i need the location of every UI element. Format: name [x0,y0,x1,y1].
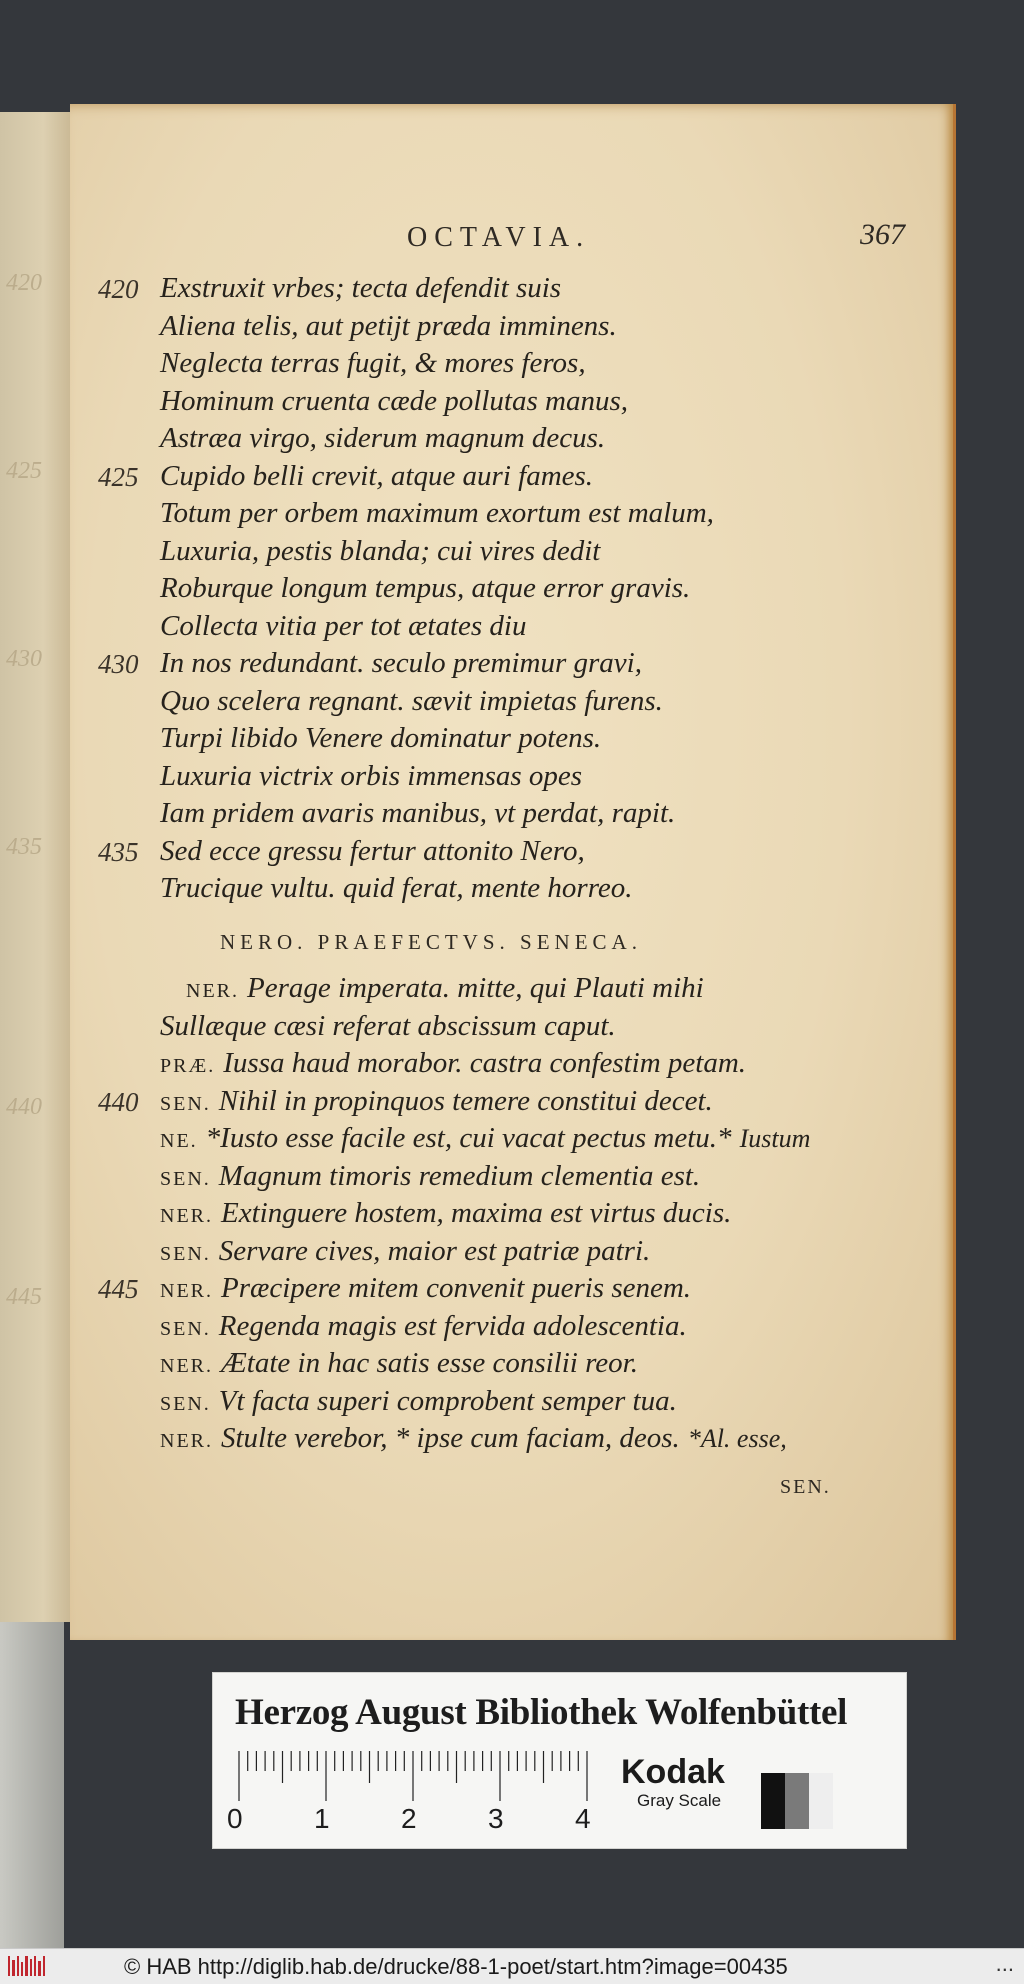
dialogue-text: Servare cives, maior est patriæ patri. [218,1234,651,1267]
verse-line: Luxuria, pestis blanda; cui vires dedit [160,534,601,567]
ruler-label: 0 [227,1803,243,1834]
catchword: SEN. [780,1476,831,1498]
speaker-label: SEN. [160,1092,211,1115]
line-number: 445 [98,1274,139,1304]
speaker-label: SEN. [160,1317,211,1340]
dialogue-text: *Iusto esse facile est, cui vacat pectus metu.* [205,1122,732,1154]
dialogue-line [160,1310,687,1343]
gray-swatch [761,1773,785,1829]
dialogue-line [160,1385,677,1418]
dialogue-line [160,1422,787,1455]
ghost-line-number: 445 [6,1284,42,1310]
speaker-label: SEN. [160,1392,211,1415]
dialogue-text: Præcipere mitem convenit pueris senem. [221,1272,692,1304]
dialogue-line [160,1347,638,1380]
dialogue-line [160,1010,616,1043]
verse-line: Quo scelera regnant. sævit impietas furens. [160,684,663,717]
line-number: 425 [98,461,139,492]
verse-line: Neglecta terras fugit, & mores feros, [160,347,586,379]
speaker-label: NER. [160,1205,213,1227]
ghost-line-number: 420 [6,270,42,296]
dialogue-text: Sullæque cæsi referat abscissum caput. [160,1009,616,1042]
dialogue-text: Nihil in propinquos temere constitui decet. [218,1084,713,1117]
dialogue-line [160,1235,650,1268]
verse-line: Aliena telis, aut petijt præda imminens. [160,309,617,342]
dialogue-line [160,1272,691,1305]
running-head: OCTAVIA. [407,222,591,253]
previous-page-edge [0,1622,64,1952]
verse-line: Exstruxit vrbes; tecta defendit suis [160,272,562,304]
verse-line: Astræa virgo, siderum magnum decus. [160,422,606,454]
ghost-line-number: 430 [6,646,42,672]
dialogue-line [160,1197,731,1230]
source-credit-link[interactable]: © HAB http://diglib.hab.de/drucke/88-1-poet/start.htm?image=00435 [124,1954,788,1979]
verse-line: Luxuria victrix orbis immensas opes [160,759,583,792]
verse-line: Hominum cruenta cæde pollutas manus, [160,384,628,417]
verse-line: Collecta vitia per tot ætates diu [160,609,527,642]
gray-swatch [785,1773,809,1829]
dialogue-line [186,972,704,1005]
speaker-label: NER. [160,1430,213,1452]
ruler-label: 4 [575,1803,591,1834]
verse-line: Turpi libido Venere dominatur potens. [160,722,602,754]
scene-heading: NERO. PRAEFECTVS. SENECA. [220,930,642,954]
ghost-line-number: 435 [6,834,42,860]
speaker-label: NE. [160,1130,198,1152]
dialogue-text: Iussa haud morabor. castra confestim petam. [223,1047,747,1079]
speaker-label: NER. [160,1355,213,1377]
dialogue-text: Regenda magis est fervida adolescentia. [218,1309,687,1342]
gray-scale-label: Gray Scale [637,1791,722,1810]
ruler-scale [235,1749,595,1809]
barcode-logo-icon [6,1954,50,1978]
speaker-label: PRÆ. [160,1055,216,1077]
ghost-line-number: 440 [6,1094,42,1120]
line-number: 430 [98,649,139,679]
dialogue-line [160,1160,700,1193]
dialogue-text: Perage imperata. mitte, qui Plauti mihi [247,972,704,1004]
dialogue-text: Magnum timoris remedium clementia est. [218,1159,701,1192]
ruler-label: 1 [314,1803,330,1834]
speaker-label: NER. [186,980,239,1002]
speaker-label: NER. [160,1280,213,1302]
ruler-label: 3 [488,1803,504,1834]
verse-line: Cupido belli crevit, atque auri fames. [160,459,594,492]
speaker-label: SEN. [160,1167,211,1190]
gray-swatch [809,1773,833,1829]
dialogue-text: Vt facta superi comprobent semper tua. [218,1384,677,1417]
dialogue-line [160,1122,810,1155]
ghost-line-number: 425 [6,458,42,484]
library-name: Herzog August Bibliothek Wolfenbüttel [235,1692,848,1733]
dialogue-line [160,1085,713,1118]
dialogue-text: Extinguere hostem, maxima est virtus ducis. [221,1197,732,1229]
margin-note: Iustum [739,1124,811,1153]
previous-page-fragment [0,112,72,1622]
verse-line: In nos redundant. seculo premimur gravi, [160,647,642,679]
dialogue-text: Stulte verebor, * ipse cum faciam, deos. [221,1422,680,1454]
line-number: 435 [98,836,139,867]
margin-note: *Al. esse, [687,1424,787,1453]
book-page [70,104,956,1640]
line-number: 440 [98,1086,139,1117]
verse-line: Iam pridem avaris manibus, vt perdat, rapit. [160,797,676,829]
page-number: 367 [860,218,905,251]
verse-line: Roburque longum tempus, atque error gravis. [160,572,691,604]
color-target-card [212,1672,907,1849]
gray-scale-swatches [761,1773,833,1829]
verse-line: Trucique vultu. quid ferat, mente horreo. [160,872,633,904]
dialogue-text: Ætate in hac satis esse consilii reor. [221,1347,638,1379]
verse-line: Sed ecce gressu fertur attonito Nero, [160,834,585,867]
verse-line: Totum per orbem maximum exortum est malum, [160,497,714,529]
kodak-logo: Kodak [621,1753,725,1791]
footer-bar [0,1948,1024,1984]
ruler-label: 2 [401,1803,417,1834]
dialogue-line [160,1047,746,1080]
line-number: 420 [98,274,139,304]
speaker-label: SEN. [160,1242,211,1265]
more-menu-button[interactable]: ... [995,1951,1014,1976]
